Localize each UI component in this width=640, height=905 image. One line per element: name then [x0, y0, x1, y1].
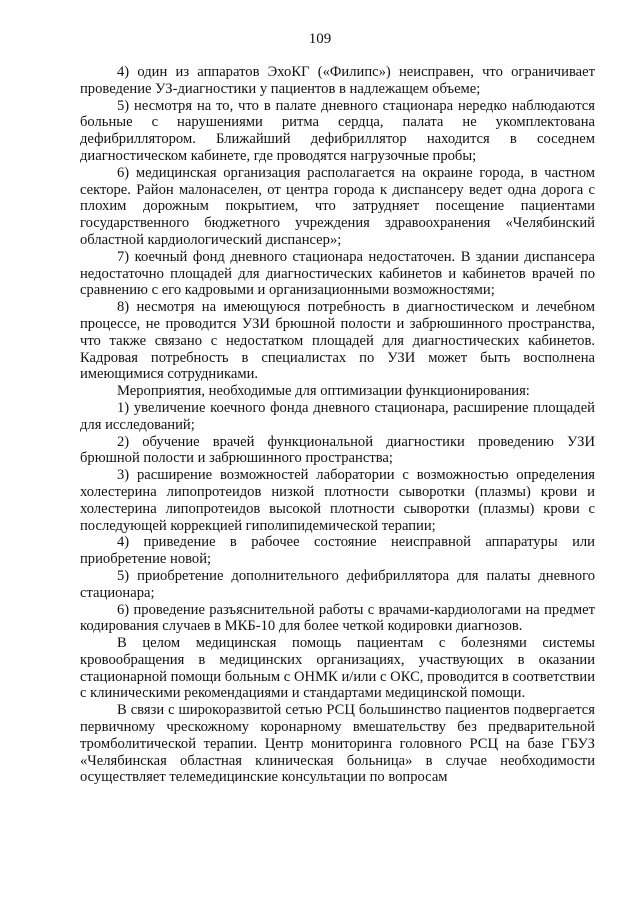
page-number: 109 [308, 31, 332, 47]
paragraph-measure-6: 6) проведение разъяснительной работы с врачами-кардиологами на предмет кодирования случаев в МКБ-10 для более четкой кодировки диагнозов. [80, 601, 595, 635]
paragraph-item-6-location: 6) медицинская организация располагается на окраине города, в частном секторе. Район малонаселен, от центра города к диспансеру ведет одна дорога с плохим дорожным покрытием, что затрудняет посещение пациентами государственного бюджетного учреждения здравоохранения «Челябинский областной кардиологический диспансер»; [80, 164, 595, 248]
paragraph-measure-2: 2) обучение врачей функциональной диагностики проведению УЗИ брюшной полости и забрюшинного пространства; [80, 433, 595, 467]
paragraph-item-8-ultrasound: 8) несмотря на имеющуюся потребность в диагностическом и лечебном процессе, не проводится УЗИ брюшной полости и забрюшинного пространства, что также связано с недостатком площадей для диагностических кабинетов. Кадровая потребность в специалистах по УЗИ может быть восполнена имеющимися сотрудниками. [80, 299, 595, 383]
paragraph-measure-1: 1) увеличение коечного фонда дневного стационара, расширение площадей для исследований; [80, 399, 595, 433]
paragraph-measure-4: 4) приведение в рабочее состояние неисправной аппаратуры или приобретение новой; [80, 534, 595, 568]
paragraph-measures-heading: Мероприятия, необходимые для оптимизации функционирования: [117, 383, 530, 400]
paragraph-item-7-bed-fund: 7) коечный фонд дневного стационара недостаточен. В здании диспансера недостаточно площадей для диагностических кабинетов и кабинетов врачей по сравнению с его кадровыми и организационными возможностями; [80, 248, 595, 299]
paragraph-measure-3: 3) расширение возможностей лаборатории с возможностью определения холестерина липопротеидов низкой плотности сыворотки (плазмы) крови и холестерина липопротеидов высокой плотности сыворотки (плазмы) крови с последующей коррекцией гиполипидемической терапии; [80, 467, 595, 534]
paragraph-item-4-defect-echo: 4) один из аппаратов ЭхоКГ («Филипс») неисправен, что ограничивает проведение УЗ-диагностики у пациентов в надлежащем объеме; [80, 64, 595, 97]
body-text [80, 64, 595, 786]
paragraph-general-care: В целом медицинская помощь пациентам с болезнями системы кровообращения в медицинских организациях, участвующих в оказании стационарной помощи больным с ОНМК и/или с ОКС, проводится в соответствии с клиническими рекомендациями и стандартами медицинской помощи. [80, 635, 595, 702]
paragraph-measure-5: 5) приобретение дополнительного дефибриллятора для палаты дневного стационара; [80, 567, 595, 601]
paragraph-item-5-defibrillator: 5) несмотря на то, что в палате дневного стационара нередко наблюдаются больные с нарушениями ритма сердца, палата не укомплектована дефибриллятором. Ближайший дефибриллятор находится в соседнем диагностическом кабинете, где проводятся нагрузочные пробы; [80, 97, 595, 164]
paragraph-rsc-network: В связи с широкоразвитой сетью РСЦ большинство пациентов подвергается первичному чрескожному коронарному вмешательству без предварительной тромболитической терапии. Центр мониторинга головного РСЦ на базе ГБУЗ «Челябинская областная клиническая больница» в случае необходимости осуществляет телемедицинские консультации по вопросам [80, 702, 595, 786]
